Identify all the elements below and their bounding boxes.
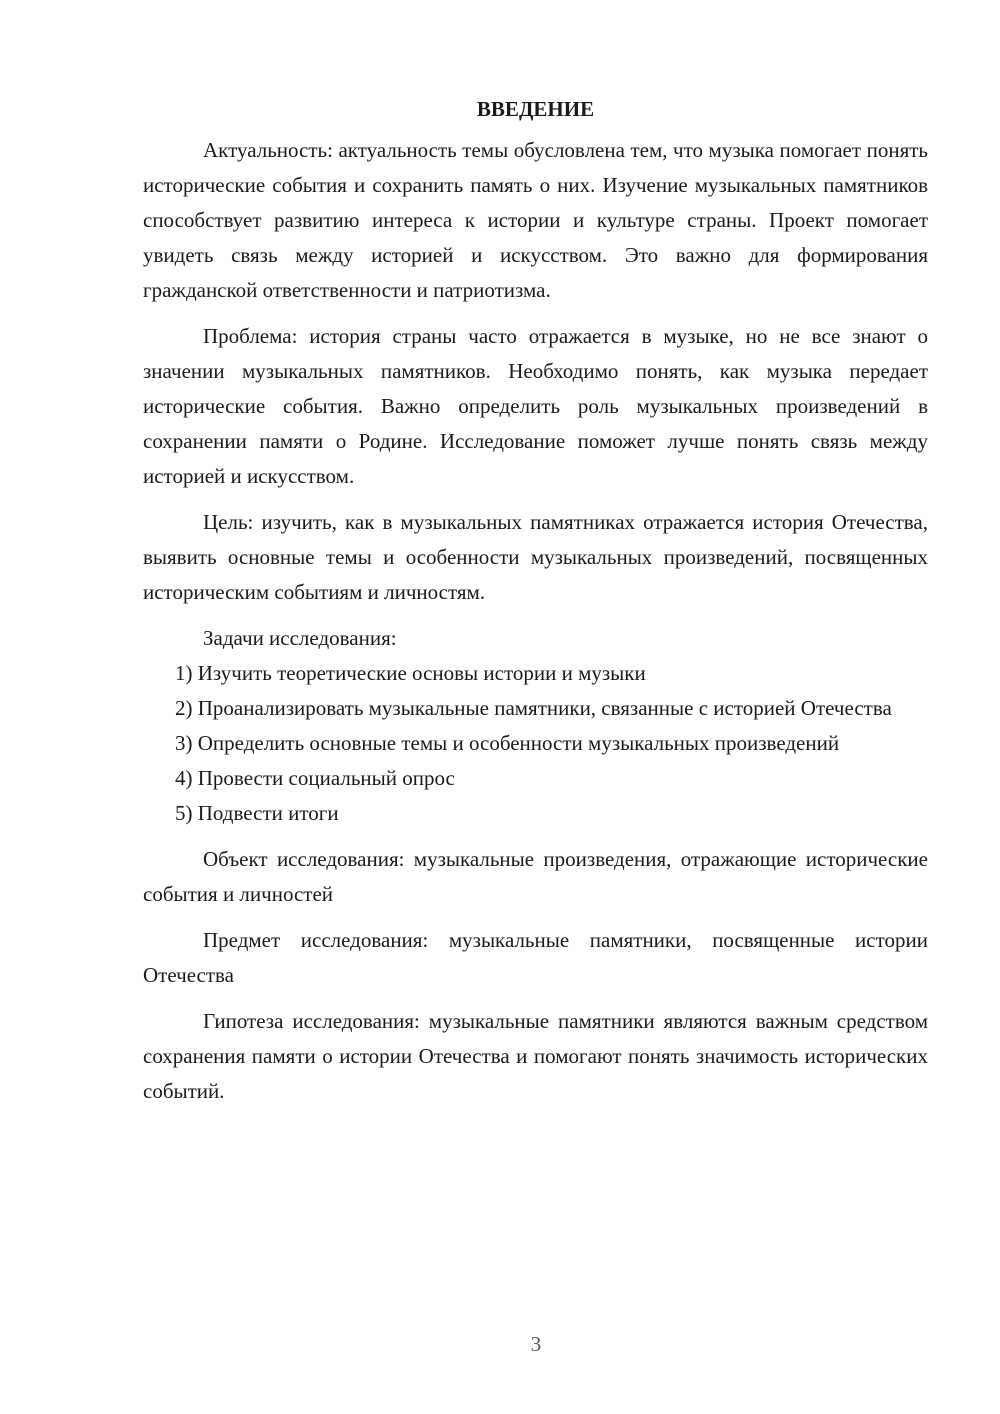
page-title: ВВЕДЕНИЕ [476,97,595,121]
document-page [143,92,928,1109]
task-item-4: 4) Провести социальный опрос [175,766,455,790]
task-item-1: 1) Изучить теоретические основы истории и музыки [175,661,646,685]
object-paragraph: Объект исследования: музыкальные произведения, отражающие исторические события и личностей [143,847,928,906]
hypothesis-paragraph: Гипотеза исследования: музыкальные памятники являются важным средством сохранения памяти о истории Отечества и помогают понять значимость исторических событий. [143,1009,928,1103]
subject-paragraph: Предмет исследования: музыкальные памятники, посвященные истории Отечества [143,928,928,987]
task-item-2: 2) Проанализировать музыкальные памятники, связанные с историей Отечества [175,696,892,720]
goal-paragraph: Цель: изучить, как в музыкальных памятниках отражается история Отечества, выявить основные темы и особенности музыкальных произведений, посвященных историческим событиям и личностям. [143,510,928,604]
task-item-5: 5) Подвести итоги [175,801,339,825]
page-number: 3 [530,1332,542,1356]
problem-paragraph: Проблема: история страны часто отражается в музыке, но не все знают о значении музыкальных памятников. Необходимо понять, как музыка передает исторические события. Важно определить роль музыкальных произведений в сохранении памяти о Родине. Исследование поможет лучше понять связь между историей и искусством. [143,324,928,488]
relevance-paragraph: Актуальность: актуальность темы обусловлена тем, что музыка помогает понять исторические события и сохранить память о них. Изучение музыкальных памятников способствует развитию интереса к истории и культуре страны. Проект помогает увидеть связь между историей и искусством. Это важно для формирования гражданской ответственности и патриотизма. [143,138,928,302]
tasks-heading: Задачи исследования: [203,626,397,650]
task-item-3: 3) Определить основные темы и особенности музыкальных произведений [175,731,840,755]
